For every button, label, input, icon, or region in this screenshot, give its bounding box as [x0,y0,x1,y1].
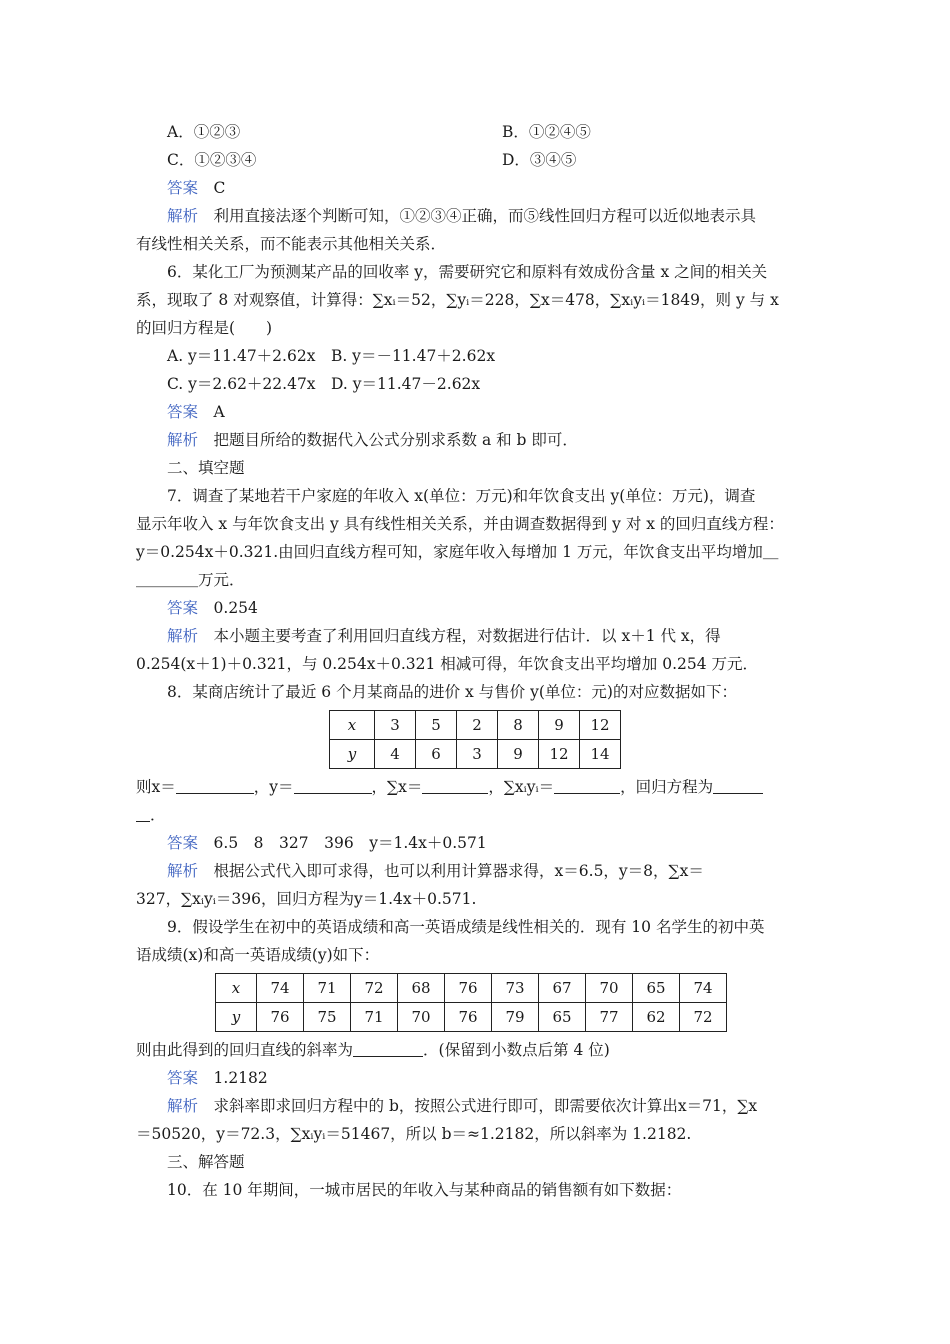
table-cell: 72 [680,1003,727,1032]
analysis-label: 解析 [167,627,199,645]
analysis-label: 解析 [167,207,199,225]
table-row [330,740,621,769]
q6-option-c: C. y＝2.62＋22.47x [167,375,316,393]
table-row [330,711,621,740]
fill-blank [294,775,372,794]
fill-text: ，y＝ [253,778,294,796]
table-cell: 76 [445,1003,492,1032]
q6-answer [136,398,816,426]
table-cell: 65 [539,1003,586,1032]
answer-value: 1.2182 [213,1069,268,1087]
table-row [216,974,727,1003]
table-cell: 71 [304,974,351,1003]
q6-stem-line-2: 系，现取了 8 对观察值，计算得：∑xᵢ＝52，∑yᵢ＝228，∑x＝478，∑xᵢyᵢ＝1849，则 y 与 x [136,291,779,309]
answer-label: 答案 [167,599,199,617]
analysis-text: 利用直接法逐个判断可知，①②③④正确，而⑤线性回归方程可以近似地表示具 [213,207,757,225]
table-cell: 72 [351,974,398,1003]
section-heading-solve: 三、解答题 [167,1153,245,1171]
table-cell: 75 [304,1003,351,1032]
q5-option-a: A．①②③ [167,123,241,141]
q5-analysis-line-2: 有线性相关关系，而不能表示其他相关关系． [136,235,447,253]
q8-answer [136,829,816,857]
q6-stem-line-1: 6．某化工厂为预测某产品的回收率 y，需要研究它和原料有效成份含量 x 之间的相关关 [167,263,768,281]
q9-analysis-line-1 [136,1092,816,1120]
table-cell: 9 [539,711,580,740]
q7-analysis-line-1 [136,622,816,650]
q6-analysis [136,426,816,454]
fill-blank [422,775,488,794]
table-cell: 67 [539,974,586,1003]
table-cell: 76 [257,1003,304,1032]
analysis-text: 求斜率即求回归方程中的 b，按照公式进行即可，即需要依次计算出x＝71，∑x [213,1097,758,1115]
analysis-label: 解析 [167,1097,199,1115]
q5-option-c: C．①②③④ [167,151,257,169]
answer-value: C [213,179,226,197]
analysis-label: 解析 [167,862,199,880]
q5-options-row-2 [136,146,816,174]
analysis-label: 解析 [167,431,199,449]
q5-answer [136,174,816,202]
document-page [136,118,816,1204]
answer-label: 答案 [167,179,199,197]
fill-blank [136,803,150,822]
q7-answer [136,594,816,622]
table-cell: 4 [375,740,416,769]
answer-value: 0.254 [213,599,258,617]
table-cell: 70 [586,974,633,1003]
q6-stem-line-3: 的回归方程是( ) [136,319,273,337]
table-cell: 73 [492,974,539,1003]
answer-label: 答案 [167,834,199,852]
q8-fill-line [136,773,816,801]
table-row [216,1003,727,1032]
table-cell: 76 [445,974,492,1003]
analysis-text: 根据公式代入即可求得，也可以利用计算器求得，x＝6.5，y＝8，∑x＝ [213,862,704,880]
fill-text: ．(保留到小数点后第 4 位) [423,1041,610,1059]
table-cell: x [216,974,257,1003]
table-cell: 12 [539,740,580,769]
table-cell: 74 [257,974,304,1003]
fill-blank [176,775,254,794]
table-cell: 68 [398,974,445,1003]
q8-analysis-line-2: 327，∑xᵢyᵢ＝396，回归方程为y＝1.4x＋0.571. [136,890,477,908]
table-cell: 12 [580,711,621,740]
table-cell: 71 [351,1003,398,1032]
fill-blank [713,775,763,794]
table-cell: 14 [580,740,621,769]
q9-fill-line [136,1036,816,1064]
q9-data-table [215,973,727,1032]
q7-analysis-line-2: 0.254(x＋1)＋0.321，与 0.254x＋0.321 相减可得，年饮食支出平均增加 0.254 万元． [136,655,759,673]
q8-stem-line-1: 8．某商店统计了最近 6 个月某商品的进价 x 与售价 y(单位：元)的对应数据如下： [167,683,737,701]
q9-analysis-line-2: ＝50520，y＝72.3，∑xᵢyᵢ＝51467，所以 b＝≈1.2182，所以斜率为 1.2182. [136,1125,692,1143]
q9-answer [136,1064,816,1092]
fill-text: 则由此得到的回归直线的斜率为 [136,1041,354,1059]
table-cell: 3 [457,740,498,769]
fill-blank [554,775,620,794]
q6-option-a: A. y＝11.47＋2.62x [167,347,316,365]
q7-stem-line-4: ＿＿＿＿万元． [136,571,245,589]
q5-analysis-line-1 [136,202,816,230]
table-cell: 2 [457,711,498,740]
q6-options-row-2 [136,370,816,398]
fill-text: ，∑x＝ [371,778,423,796]
analysis-text: 本小题主要考查了利用回归直线方程，对数据进行估计．以 x＋1 代 x，得 [213,627,721,645]
table-cell: y [216,1003,257,1032]
q5-option-d: D．③④⑤ [502,151,577,169]
table-cell: 70 [398,1003,445,1032]
fill-text: ，∑xᵢyᵢ＝ [488,778,555,796]
fill-text: 则x＝ [136,778,176,796]
section-heading-fill-in: 二、填空题 [167,459,245,477]
table-cell: 79 [492,1003,539,1032]
q6-option-b: B. y＝－11.47＋2.62x [330,347,496,365]
fill-text: ，回归方程为 [620,778,714,796]
q8-fill-line-end [136,801,816,829]
fill-blank [353,1038,423,1057]
table-cell: 3 [375,711,416,740]
answer-value: 6.5 8 327 396 y＝1.4x＋0.571 [213,834,487,852]
q7-stem-line-2: 显示年收入 x 与年饮食支出 y 具有线性相关关系，并由调查数据得到 y 对 x 的回归直线方程： [136,515,784,533]
table-cell: 9 [498,740,539,769]
q8-analysis-line-1 [136,857,816,885]
table-cell: 62 [633,1003,680,1032]
table-cell: 8 [498,711,539,740]
table-cell: 65 [633,974,680,1003]
q6-option-d: D. y＝11.47－2.62x [331,375,481,393]
answer-label: 答案 [167,403,199,421]
q10-stem-line-1: 10．在 10 年期间，一城市居民的年收入与某种商品的销售额有如下数据： [167,1181,682,1199]
table-cell: 6 [416,740,457,769]
q5-option-b: B．①②④⑤ [502,123,591,141]
q8-data-table [329,710,621,769]
q9-stem-line-1: 9．假设学生在初中的英语成绩和高一英语成绩是线性相关的．现有 10 名学生的初中英 [167,918,765,936]
table-cell: x [330,711,375,740]
table-cell: y [330,740,375,769]
fill-text: ． [150,806,166,824]
table-cell: 77 [586,1003,633,1032]
q9-stem-line-2: 语成绩(x)和高一英语成绩(y)如下： [136,946,380,964]
answer-value: A [213,403,225,421]
table-cell: 5 [416,711,457,740]
analysis-text: 把题目所给的数据代入公式分别求系数 a 和 b 即可． [213,431,578,449]
q7-stem-line-3: y＝0.254x＋0.321.由回归直线方程可知，家庭年收入每增加 1 万元，年饮食支出平均增加＿ [136,543,779,561]
table-cell: 74 [680,974,727,1003]
q6-options-row-1 [136,342,816,370]
answer-label: 答案 [167,1069,199,1087]
q7-stem-line-1: 7．调查了某地若干户家庭的年收入 x(单位：万元)和年饮食支出 y(单位：万元)，调查 [167,487,756,505]
q5-options-row-1 [136,118,816,146]
